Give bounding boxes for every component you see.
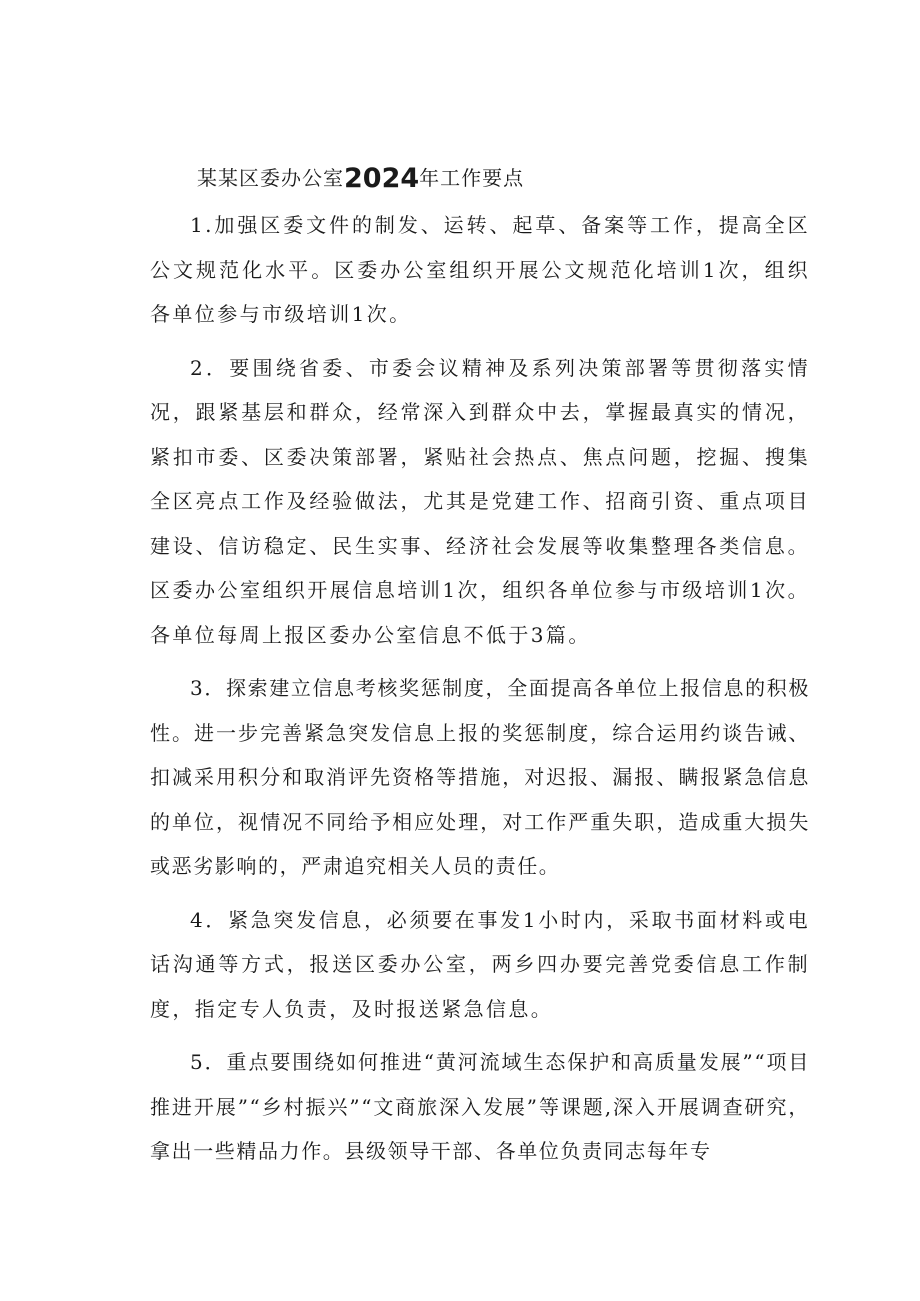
- title-prefix: 某某区委办公室: [197, 166, 344, 190]
- paragraph-3: 3．探索建立信息考核奖惩制度，全面提高各单位上报信息的积极性。进一步完善紧急突发信息上报的奖惩制度，综合运用约谈告诫、扣减采用积分和取消评先资格等措施，对迟报、漏报、瞒报紧急信息的单位，视情况不同给予相应处理，对工作严重失职，造成重大损失或恶劣影响的，严肃追究相关人员的责任。: [150, 676, 810, 878]
- document-title: [197, 163, 524, 194]
- paragraph-5: 5．重点要围绕如何推进“黄河流域生态保护和高质量发展”“项目推进开展”“乡村振兴”“文商旅深入发展”等课题,深入开展调查研究，拿出一些精品力作。县级领导干部、各单位负责同志每年专: [150, 1050, 810, 1163]
- document-body: [150, 203, 810, 1183]
- title-suffix: 年工作要点: [419, 166, 525, 190]
- paragraph-2: 2．要围绕省委、市委会议精神及系列决策部署等贯彻落实情况，跟紧基层和群众，经常深入到群众中去，掌握最真实的情况，紧扣市委、区委决策部署，紧贴社会热点、焦点问题，挖掘、搜集全区亮点工作及经验做法，尤其是党建工作、招商引资、重点项目建设、信访稳定、民生实事、经济社会发展等收集整理各类信息。区委办公室组织开展信息培训1次，组织各单位参与市级培训1次。各单位每周上报区委办公室信息不低于3篇。: [150, 355, 810, 647]
- title-year: 2024: [344, 163, 420, 194]
- paragraph-4: 4．紧急突发信息，必须要在事发1小时内，采取书面材料或电话沟通等方式，报送区委办公室，两乡四办要完善党委信息工作制度，指定专人负责，及时报送紧急信息。: [150, 907, 810, 1021]
- paragraph-1: 1.加强区委文件的制发、运转、起草、备案等工作，提高全区公文规范化水平。区委办公室组织开展公文规范化培训1次，组织各单位参与市级培训1次。: [150, 213, 810, 326]
